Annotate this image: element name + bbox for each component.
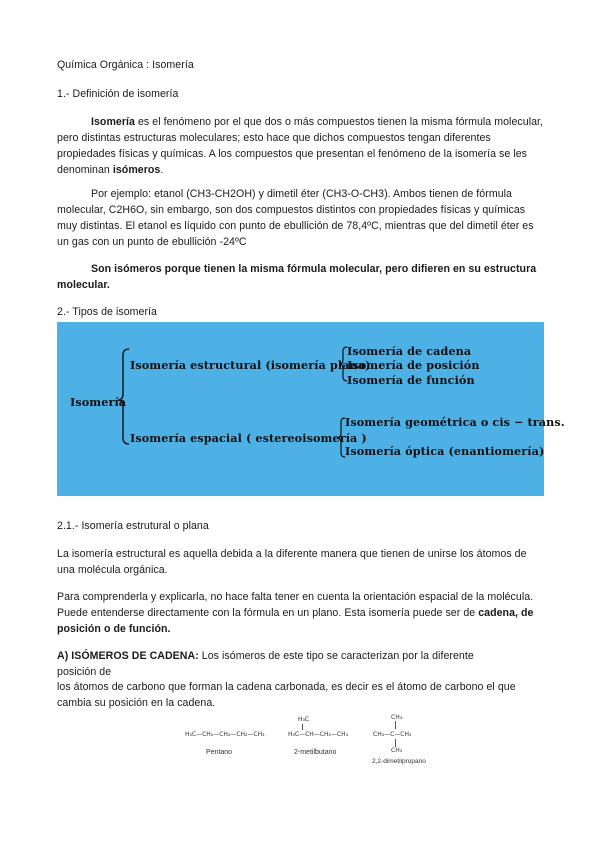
root-brace: [118, 349, 129, 444]
type-cadena: Isomería de cadena: [347, 344, 472, 358]
explanation-bold: cadena, de posición o de función.: [57, 607, 534, 635]
dimetilpropano-mid: CH₃—C—CH₃: [373, 731, 412, 738]
metilbutano-top: H₃C: [298, 716, 310, 723]
chain-isomers-heading: A) ISÓMEROS DE CADENA:: [57, 650, 199, 662]
type-geometrica: Isomería geométrica o cis − trans.: [345, 415, 565, 429]
chain-isomers-text: Los isómeros de este tipo se caracterizan por la diferente posición de: [57, 650, 474, 678]
example-paragraph: Por ejemplo: etanol (CH3-CH2OH) y dimetil éter (CH3-O-CH3). Ambos tienen de fórmula molecular, C2H6O, sin embargo, son dos compuestos distintos con propiedades físicas y químicas muy distintas. El etanol es líquido con punto de ebullición de 78,4ºC, mientras que del dimetil éter es un gas con un punto de ebullición -24ºC: [57, 188, 534, 248]
explanation-text: Para comprenderla y explicarla, no hace falta tener en cuenta la orientación espacial de la molécula. Puede entenderse directamente con la fórmula en un plano. Esta isomería puede ser de: [57, 591, 534, 619]
dimetilpropano-bond-top: [395, 721, 396, 729]
structural-explanation: [57, 589, 545, 637]
dimetilpropano-top: CH₃: [391, 714, 403, 721]
section-2-title: 2.- Tipos de isomería: [57, 306, 157, 318]
section-1-title: 1.- Definición de isomería: [57, 88, 179, 100]
type-funcion: Isomería de función: [347, 373, 475, 387]
diagram-root: Isomería: [70, 395, 127, 409]
summary-paragraph: Son isómeros porque tienen la misma fórmula molecular, pero difieren en su estructura molecular.: [57, 263, 537, 291]
definition-text: es el fenómeno por el que dos o más compuestos tienen la misma fórmula molecular, pero distintas estructuras moleculares; esto hace que dichos compuestos tengan diferentes propiedades físicas y químicas. A los compuestos que presentan el fenómeno de la isomería se les denominan: [57, 116, 544, 176]
metilbutano-bond: [302, 724, 303, 730]
spatial-isomeria: Isomería espacial ( estereoisomería ): [130, 431, 367, 445]
pentano-label: Pentano: [206, 749, 233, 756]
metilbutano-label: 2-metilbutano: [294, 749, 337, 756]
structural-definition: La isomería estructural es aquella debida a la diferente manera que tienen de unirse los átomos de una molécula orgánica.: [57, 548, 527, 576]
term-isomeros: isómeros: [112, 164, 161, 176]
chain-isomers-paragraph-2: los átomos de carbono que forman la cadena carbonada, es decir es el átomo de carbono el que cambia su posición en la cadena.: [57, 681, 516, 709]
dimetilpropano-bond-bottom: [395, 739, 396, 747]
structural-isomeria: Isomería estructural (isomería plana): [130, 358, 371, 372]
definition-paragraph: [57, 114, 545, 178]
type-optica: Isomería óptica (enantiomería): [345, 444, 545, 458]
document-header: Química Orgánica : Isomería: [57, 59, 194, 71]
dimetilpropano-bottom: CH₃: [391, 747, 403, 754]
term-isomeria: Isomería: [91, 116, 135, 128]
definition-end: .: [160, 164, 164, 176]
section-2-1-title: 2.1.- Isomería estrutural o plana: [57, 520, 209, 532]
isomeria-types-diagram: [57, 322, 565, 496]
pentano-formula: H₃C—CH₂—CH₂—CH₂—CH₃: [185, 731, 265, 738]
metilbutano-formula: H₃C—CH—CH₂—CH₃: [288, 731, 349, 738]
dimetilpropano-label: 2,2-dimetilpropano: [372, 758, 426, 765]
chain-isomers-paragraph: [57, 648, 497, 680]
type-posicion: Isomería de posición: [347, 358, 480, 372]
